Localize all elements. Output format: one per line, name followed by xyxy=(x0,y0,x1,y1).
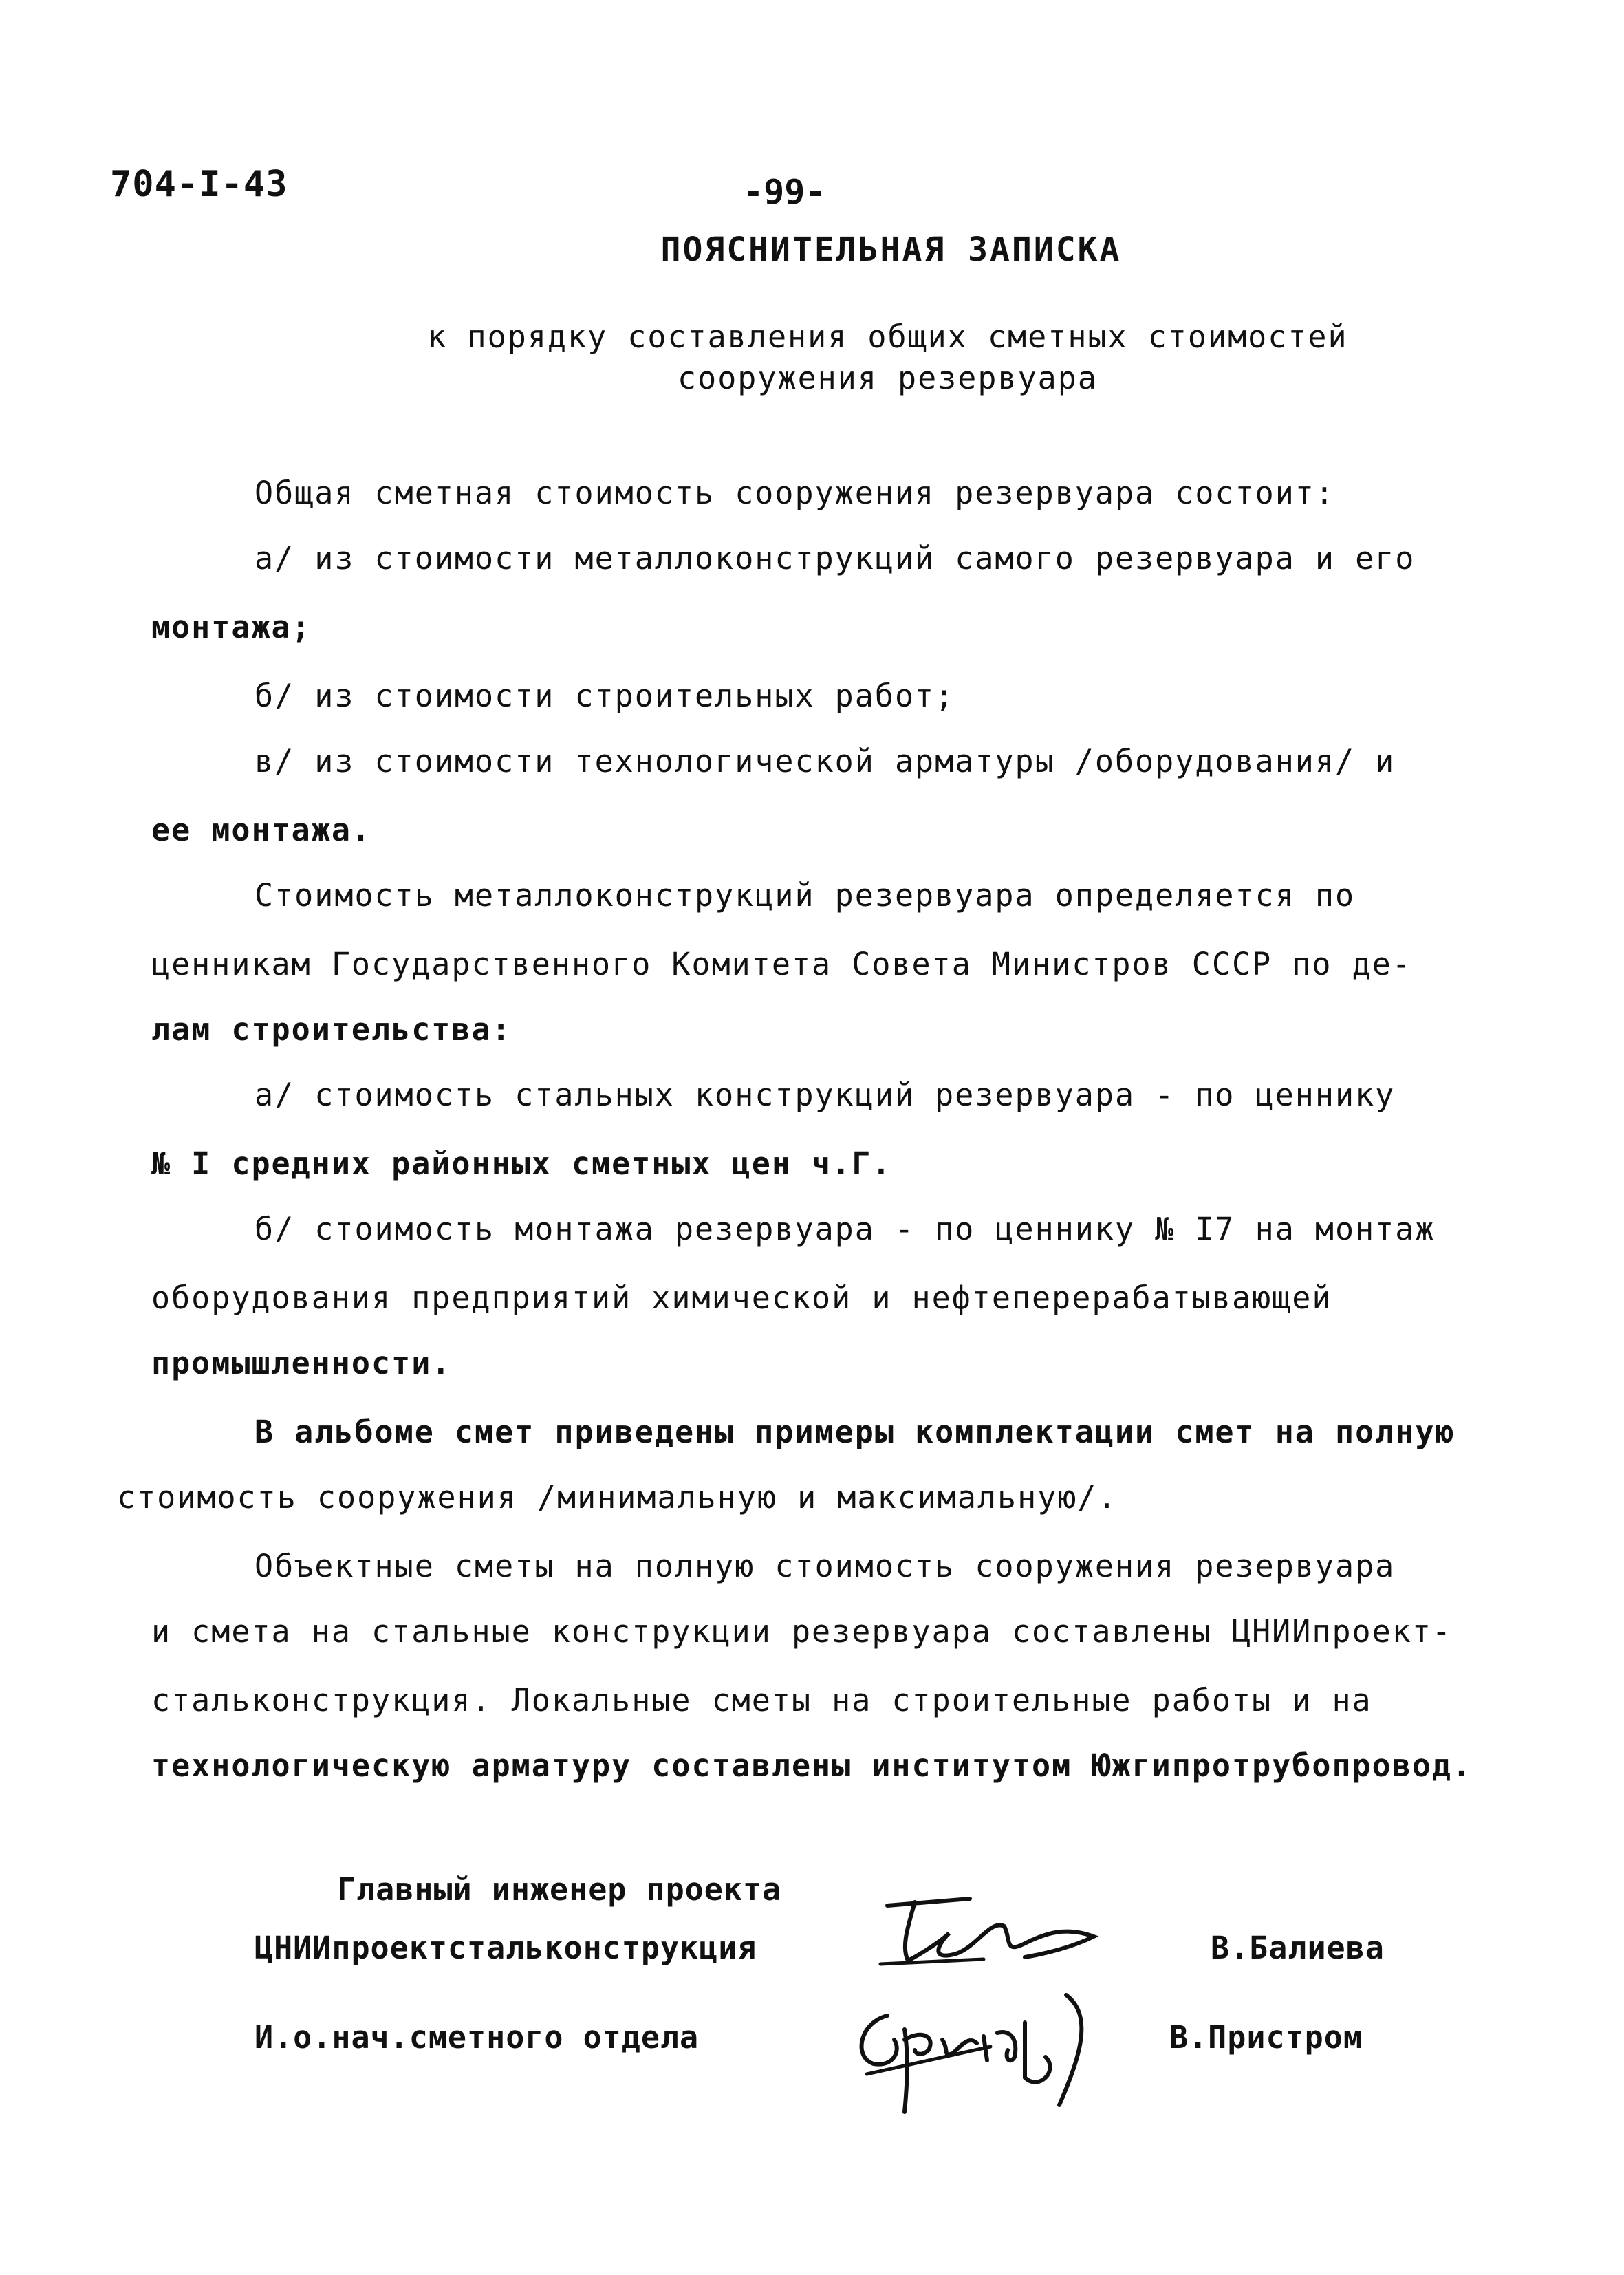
body-line: б/ стоимость монтажа резервуара - по ценнику № I7 на монтаж xyxy=(255,1211,1436,1247)
body-line: а/ из стоимости металлоконструкций самого резервуара и его xyxy=(255,540,1416,576)
signatory-organization: ЦНИИпроектстальконструкция xyxy=(255,1930,757,1966)
signature-baliyeva xyxy=(867,1878,1128,1981)
page-number: -99- xyxy=(743,172,826,212)
document-subtitle xyxy=(0,316,1624,399)
body-line: Объектные сметы на полную стоимость сооружения резервуара xyxy=(255,1548,1396,1584)
body-line: Стоимость металлоконструкций резервуара определяется по xyxy=(255,877,1356,914)
body-line: В альбоме смет приведены примеры комплектации смет на полную xyxy=(255,1414,1455,1450)
body-line: лам строительства: xyxy=(151,1011,512,1048)
body-line: промышленности. xyxy=(151,1345,452,1381)
body-line: стоимость сооружения /минимальную и максимальную/. xyxy=(117,1479,1118,1516)
body-line: б/ из стоимости строительных работ; xyxy=(255,678,955,714)
document-title: ПОЯСНИТЕЛЬНАЯ ЗАПИСКА xyxy=(660,230,1122,269)
body-line: технологическую арматуру составлены институтом Южгипротрубопровод. xyxy=(151,1747,1473,1784)
subtitle-line: к порядку составления общих сметных стоимостей xyxy=(427,319,1348,355)
body-line: № I средних районных сметных цен ч.Г. xyxy=(151,1145,892,1182)
body-line: и смета на стальные конструкции резервуара составлены ЦНИИпроект- xyxy=(151,1613,1452,1650)
signatory-name: В.Балиева xyxy=(1211,1930,1385,1966)
subtitle-line: сооружения резервуара xyxy=(678,360,1098,396)
signatory-name: В.Пристром xyxy=(1169,2019,1363,2056)
document-code: 704-I-43 xyxy=(110,164,288,205)
body-line: а/ стоимость стальных конструкций резервуара - по ценнику xyxy=(255,1077,1396,1113)
signatory-title: Главный инженер проекта xyxy=(337,1871,782,1908)
body-line: монтажа; xyxy=(151,609,312,645)
body-line: в/ из стоимости технологической арматуры /оборудования/ и xyxy=(255,743,1396,779)
body-line: Общая сметная стоимость сооружения резервуара состоит: xyxy=(255,475,1335,511)
signatory-title: И.о.нач.сметного отдела xyxy=(255,2019,700,2056)
body-line: стальконструкция. Локальные сметы на строительные работы и на xyxy=(151,1682,1372,1718)
signature-pristrom xyxy=(839,1974,1128,2133)
body-line: оборудования предприятий химической и нефтеперерабатывающей xyxy=(151,1280,1332,1316)
body-line: ценникам Государственного Комитета Совета Министров СССР по де- xyxy=(151,946,1412,982)
body-line: ее монтажа. xyxy=(151,812,372,848)
